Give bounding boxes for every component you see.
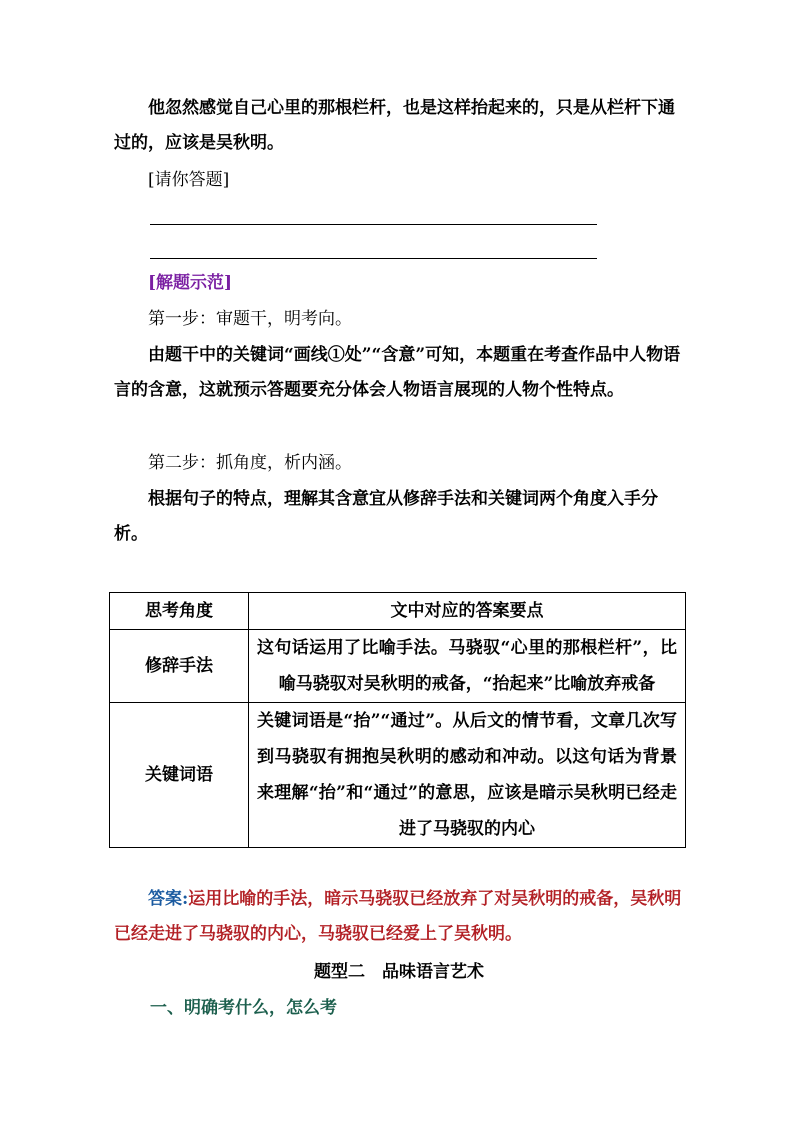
answer-blank-line-2 bbox=[150, 258, 597, 259]
step1-body: 由题干中的关键词“画线①处”“含意”可知，本题重在考查作品中人物语言的含意，这就预示答题要充分体会人物语言展现的人物个性特点。 bbox=[114, 345, 681, 400]
prompt-label: [请你答题] bbox=[148, 170, 230, 190]
answer-paragraph bbox=[114, 882, 684, 952]
answer-blank-line-1 bbox=[150, 224, 597, 225]
table-row bbox=[110, 630, 686, 703]
step2-body: 根据句子的特点，理解其含意宜从修辞手法和关键词两个角度入手分析。 bbox=[114, 489, 658, 544]
section-title: 题型二 品味语言艺术 bbox=[314, 962, 484, 982]
analysis-table bbox=[109, 592, 686, 848]
table-header-point: 文中对应的答案要点 bbox=[249, 593, 686, 630]
answer-text: 运用比喻的手法，暗示马骁驭已经放弃了对吴秋明的戒备，吴秋明已经走进了马骁驭的内心，马骁驭已经爱上了吴秋明。 bbox=[114, 889, 682, 944]
section-subtitle: 一、明确考什么，怎么考 bbox=[150, 998, 337, 1018]
table-cell-point: 关键词语是“抬”“通过”。从后文的情节看，文章几次写到马骁驭有拥抱吴秋明的感动和冲动。以这句话为背景来理解“抬”和“通过”的意思，应该是暗示吴秋明已经走进了马骁驭的内心 bbox=[249, 703, 686, 848]
table-row bbox=[110, 703, 686, 848]
demo-label: [解题示范] bbox=[148, 273, 233, 293]
table-header-row bbox=[110, 593, 686, 630]
table-header-angle: 思考角度 bbox=[110, 593, 249, 630]
table-cell-point: 这句话运用了比喻手法。马骁驭“心里的那根栏杆”，比喻马骁驭对吴秋明的戒备，“抬起来”比喻放弃戒备 bbox=[249, 630, 686, 703]
step2-title: 第二步：抓角度，析内涵。 bbox=[148, 453, 352, 473]
answer-label: 答案: bbox=[148, 889, 189, 909]
passage-quote: 他忽然感觉自己心里的那根栏杆，也是这样抬起来的，只是从栏杆下通过的，应该是吴秋明。 bbox=[114, 98, 675, 153]
table-cell-angle: 修辞手法 bbox=[110, 630, 249, 703]
step1-title: 第一步：审题干，明考向。 bbox=[148, 309, 352, 329]
table-cell-angle: 关键词语 bbox=[110, 703, 249, 848]
